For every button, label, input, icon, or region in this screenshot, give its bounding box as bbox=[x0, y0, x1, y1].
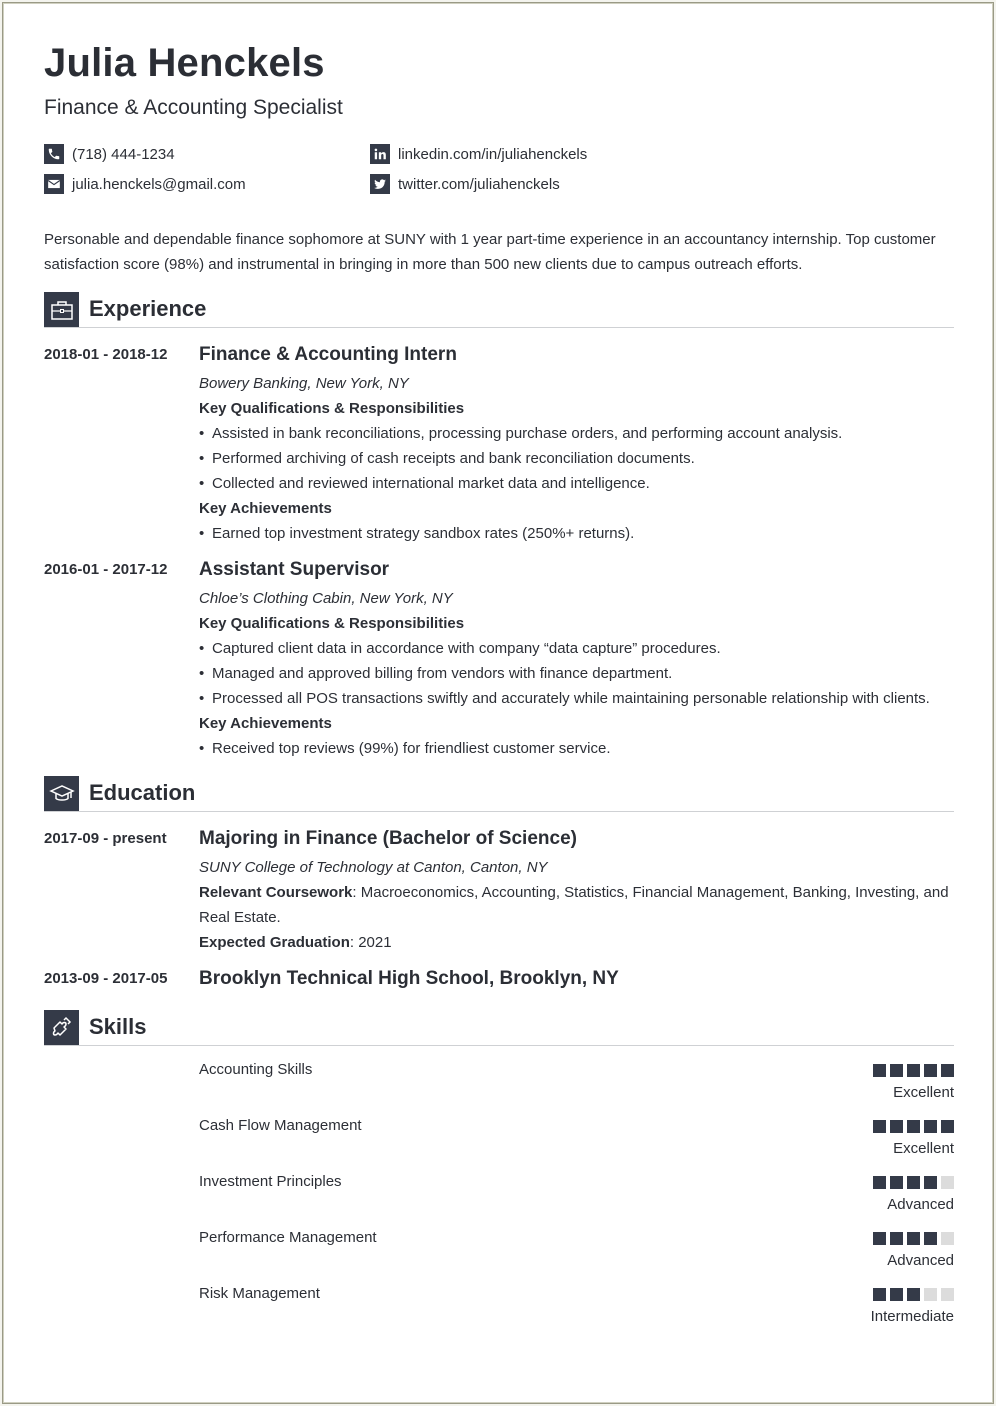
phone-icon bbox=[44, 144, 64, 164]
education-date: 2013-09 - 2017-05 bbox=[44, 970, 168, 987]
achievements-label: Key Achievements bbox=[199, 715, 332, 732]
rating-square-filled bbox=[873, 1288, 886, 1301]
list-item: • Processed all POS transactions swiftly and accurately while maintaining personable relationship with clients. bbox=[199, 690, 930, 707]
education-degree: Majoring in Finance (Bachelor of Science) bbox=[199, 828, 577, 849]
list-item: • Assisted in bank reconciliations, processing purchase orders, and performing account analysis. bbox=[199, 425, 843, 442]
list-item: • Managed and approved billing from vendors with finance department. bbox=[199, 665, 673, 682]
education-date: 2017-09 - present bbox=[44, 830, 167, 847]
rating-square-filled bbox=[890, 1232, 903, 1245]
rating-square-empty bbox=[941, 1176, 954, 1189]
rating-square-filled bbox=[924, 1120, 937, 1133]
job-role: Finance & Accounting Intern bbox=[199, 344, 457, 365]
summary-text: Personable and dependable finance sophomore at SUNY with 1 year part-time experience in an accountancy internship. Top customer satisfaction score (98%) and instrumental in bringing in more than 500 new clients due to campus outreach efforts. bbox=[44, 231, 936, 273]
qualifications-label: Key Qualifications & Responsibilities bbox=[199, 615, 465, 632]
skill-rating bbox=[873, 1064, 954, 1077]
rating-square-filled bbox=[890, 1288, 903, 1301]
rating-square-empty bbox=[941, 1288, 954, 1301]
email-link[interactable]: julia.henckels@gmail.com bbox=[72, 175, 246, 193]
contact-email bbox=[44, 174, 246, 194]
candidate-name: Julia Henckels bbox=[44, 41, 325, 85]
candidate-title: Finance & Accounting Specialist bbox=[44, 96, 343, 119]
skills-title: Skills bbox=[89, 1014, 147, 1039]
education-school: SUNY College of Technology at Canton, Canton, NY bbox=[199, 859, 548, 876]
skill-level: Intermediate bbox=[870, 1308, 954, 1325]
rating-square-filled bbox=[873, 1120, 886, 1133]
rating-square-filled bbox=[873, 1064, 886, 1077]
skill-rating bbox=[873, 1232, 954, 1245]
rating-square-filled bbox=[890, 1176, 903, 1189]
rating-square-filled bbox=[924, 1232, 937, 1245]
rating-square-filled bbox=[873, 1232, 886, 1245]
list-item: • Received top reviews (99%) for friendliest customer service. bbox=[199, 740, 611, 757]
job-date: 2018-01 - 2018-12 bbox=[44, 346, 168, 363]
skill-level: Excellent bbox=[893, 1084, 954, 1101]
skill-name: Accounting Skills bbox=[199, 1061, 313, 1078]
skill-name: Investment Principles bbox=[199, 1173, 342, 1190]
job-company: Chloe’s Clothing Cabin, New York, NY bbox=[199, 590, 453, 607]
graduation-cap-icon bbox=[44, 776, 79, 811]
skill-name: Performance Management bbox=[199, 1229, 377, 1246]
rating-square-filled bbox=[941, 1120, 954, 1133]
skill-level: Advanced bbox=[887, 1252, 954, 1269]
contact-twitter bbox=[370, 174, 560, 194]
experience-section-header bbox=[44, 292, 954, 328]
rating-square-empty bbox=[941, 1232, 954, 1245]
rating-square-filled bbox=[924, 1064, 937, 1077]
puzzle-icon bbox=[44, 1010, 79, 1045]
resume-page bbox=[2, 2, 994, 1404]
graduation-text: Expected Graduation: 2021 bbox=[199, 934, 392, 951]
skill-rating bbox=[873, 1120, 954, 1133]
rating-square-filled bbox=[890, 1120, 903, 1133]
skill-name: Cash Flow Management bbox=[199, 1117, 362, 1134]
list-item: • Earned top investment strategy sandbox rates (250%+ returns). bbox=[199, 525, 635, 542]
coursework-text: Relevant Coursework: Macroeconomics, Accounting, Statistics, Financial Management, Banking, Investing, and Real Estate. bbox=[199, 884, 949, 926]
achievements-label: Key Achievements bbox=[199, 500, 332, 517]
briefcase-icon bbox=[44, 292, 79, 327]
contact-phone bbox=[44, 144, 175, 164]
envelope-icon bbox=[44, 174, 64, 194]
education-title: Education bbox=[89, 780, 196, 805]
job-company: Bowery Banking, New York, NY bbox=[199, 375, 409, 392]
rating-square-filled bbox=[907, 1176, 920, 1189]
rating-square-filled bbox=[941, 1064, 954, 1077]
job-date: 2016-01 - 2017-12 bbox=[44, 561, 168, 578]
education-degree: Brooklyn Technical High School, Brooklyn, NY bbox=[199, 968, 619, 989]
skill-rating bbox=[873, 1288, 954, 1301]
education-section-header bbox=[44, 776, 954, 812]
rating-square-filled bbox=[890, 1064, 903, 1077]
rating-square-filled bbox=[907, 1064, 920, 1077]
contact-linkedin bbox=[370, 144, 587, 164]
twitter-icon bbox=[370, 174, 390, 194]
rating-square-filled bbox=[873, 1176, 886, 1189]
list-item: • Captured client data in accordance with company “data capture” procedures. bbox=[199, 640, 721, 657]
linkedin-link[interactable]: linkedin.com/in/juliahenckels bbox=[398, 145, 588, 163]
experience-title: Experience bbox=[89, 296, 207, 321]
skill-name: Risk Management bbox=[199, 1285, 320, 1302]
rating-square-filled bbox=[924, 1176, 937, 1189]
phone-text: (718) 444-1234 bbox=[72, 145, 175, 163]
skills-section-header bbox=[44, 1010, 954, 1046]
rating-square-empty bbox=[924, 1288, 937, 1301]
list-item: • Collected and reviewed international market data and intelligence. bbox=[199, 475, 650, 492]
rating-square-filled bbox=[907, 1232, 920, 1245]
qualifications-label: Key Qualifications & Responsibilities bbox=[199, 400, 465, 417]
skill-level: Advanced bbox=[887, 1196, 954, 1213]
twitter-link[interactable]: twitter.com/juliahenckels bbox=[398, 175, 560, 193]
skill-level: Excellent bbox=[893, 1140, 954, 1157]
skill-rating bbox=[873, 1176, 954, 1189]
job-role: Assistant Supervisor bbox=[199, 559, 390, 580]
rating-square-filled bbox=[907, 1120, 920, 1133]
linkedin-icon bbox=[370, 144, 390, 164]
list-item: • Performed archiving of cash receipts and bank reconciliation documents. bbox=[199, 450, 695, 467]
rating-square-filled bbox=[907, 1288, 920, 1301]
